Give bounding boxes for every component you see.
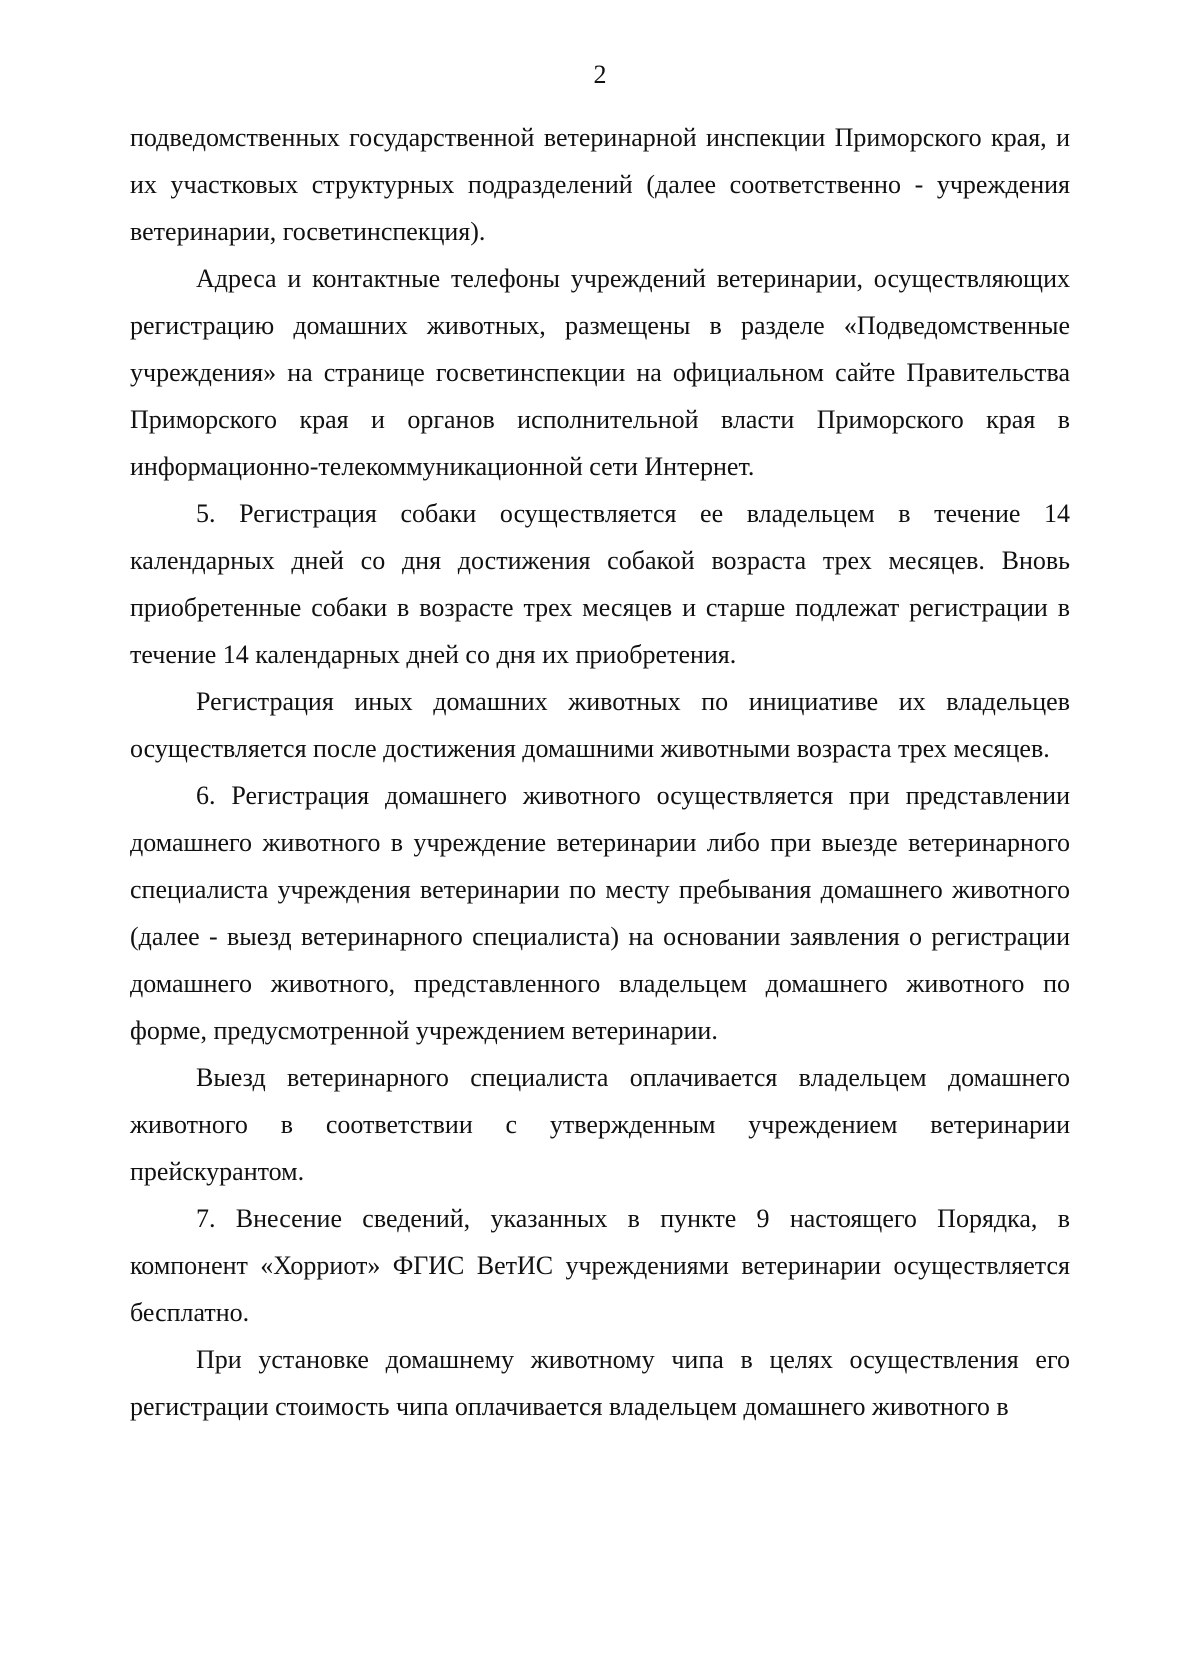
document-body bbox=[130, 114, 1070, 1430]
paragraph-chip-payment: При установке домашнему животному чипа в целях осуществления его регистрации стоимость чипа оплачивается владельцем домашнего животного в bbox=[130, 1345, 1070, 1421]
paragraph-item-6: 6. Регистрация домашнего животного осуществляется при представлении домашнего животного в учреждение ветеринарии либо при выезде ветеринарного специалиста учреждения ветеринарии по месту пребывания домашнего животного (далее - выезд ветеринарного специалиста) на основании заявления о регистрации домашнего животного, представленного владельцем домашнего животного по форме, предусмотренной учреждением ветеринарии. bbox=[130, 781, 1070, 1045]
page-number: 2 bbox=[593, 60, 607, 89]
paragraph-other-animals: Регистрация иных домашних животных по инициативе их владельцев осуществляется после достижения домашними животными возраста трех месяцев. bbox=[130, 687, 1070, 763]
paragraph-visit-payment: Выезд ветеринарного специалиста оплачивается владельцем домашнего животного в соответствии с утвержденным учреждением ветеринарии прейскурантом. bbox=[130, 1063, 1070, 1186]
paragraph-item-7: 7. Внесение сведений, указанных в пункте 9 настоящего Порядка, в компонент «Хорриот» ФГИС ВетИС учреждениями ветеринарии осуществляется бесплатно. bbox=[130, 1204, 1070, 1327]
paragraph-continuation: подведомственных государственной ветеринарной инспекции Приморского края, и их участковых структурных подразделений (далее соответственно - учреждения ветеринарии, госветинспекция). bbox=[130, 123, 1070, 246]
paragraph-addresses: Адреса и контактные телефоны учреждений ветеринарии, осуществляющих регистрацию домашних животных, размещены в разделе «Подведомственные учреждения» на странице госветинспекции на официальном сайте Правительства Приморского края и органов исполнительной власти Приморского края в информационно-телекоммуникационной сети Интернет. bbox=[130, 264, 1070, 481]
paragraph-item-5: 5. Регистрация собаки осуществляется ее владельцем в течение 14 календарных дней со дня достижения собакой возраста трех месяцев. Вновь приобретенные собаки в возрасте трех месяцев и старше подлежат регистрации в течение 14 календарных дней со дня их приобретения. bbox=[130, 499, 1070, 669]
